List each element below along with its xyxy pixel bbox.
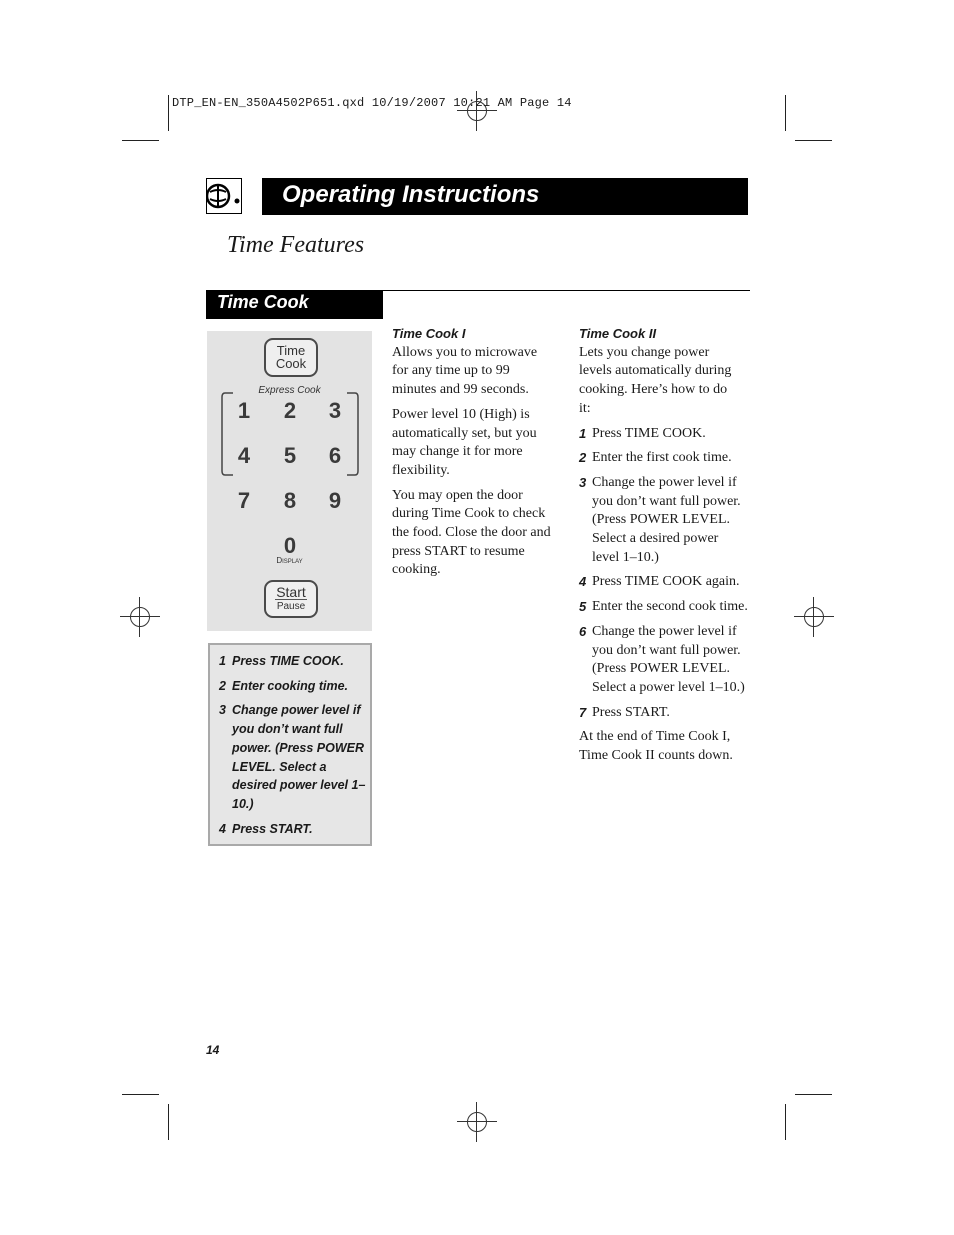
file-slug: DTP_EN-EN_350A4502P651.qxd 10/19/2007 10:21 AM Page 14	[172, 96, 572, 110]
digit-key-6: 6	[328, 443, 342, 468]
header-bar	[262, 178, 748, 215]
paragraph: At the end of Time Cook I, Time Cook II counts down.	[579, 729, 733, 764]
step-number: 7	[579, 704, 587, 720]
digit-key-5: 5	[283, 443, 297, 468]
start-pause-key	[264, 580, 318, 618]
step-text: Press START.	[592, 704, 670, 720]
digit-key-3: 3	[328, 398, 342, 423]
step-item	[579, 425, 749, 444]
quick-step	[219, 677, 366, 696]
step-text: Change the power level if you don’t want full power. (Press POWER LEVEL. Select a desired power level 1–10.)	[592, 474, 741, 565]
quick-steps-box	[208, 643, 372, 846]
step-number: 3	[579, 474, 587, 490]
digit-key-9: 9	[328, 488, 342, 513]
registration-mark-icon	[120, 597, 160, 637]
paragraph: Allows you to microwave for any time up to 99 minutes and 99 seconds.	[392, 344, 538, 398]
paragraph: You may open the door during Time Cook to check the food. Close the door and press START to resume cooking.	[392, 487, 551, 578]
step-text: Change power level if you don’t want full power. (Press POWER LEVEL. Select a desired power level 1–10.)	[232, 703, 366, 811]
subsection-tab	[206, 291, 383, 319]
step-item	[579, 598, 749, 617]
time-cook-key-line2: Cook	[275, 356, 307, 371]
start-key-label: Start	[276, 584, 306, 600]
step-number: 6	[579, 623, 587, 639]
step-number: 2	[219, 678, 226, 693]
keypad-illustration	[207, 331, 372, 631]
crop-mark	[795, 1094, 832, 1095]
digit-key-7: 7	[237, 488, 251, 513]
paragraph: Power level 10 (High) is automatically set, but you may change it for more flexibility.	[392, 406, 537, 478]
express-cook-label: Express Cook	[258, 385, 321, 396]
step-text: Press TIME COOK.	[592, 425, 706, 441]
step-number: 4	[579, 574, 587, 590]
page-number: 14	[206, 1043, 220, 1057]
step-text: Press TIME COOK.	[232, 654, 344, 668]
crop-mark	[795, 140, 832, 141]
quick-step	[219, 652, 366, 671]
pause-key-label: Pause	[276, 601, 306, 612]
step-item	[579, 474, 749, 568]
step-number: 2	[579, 450, 587, 466]
time-cook-2-column	[579, 325, 749, 772]
registration-mark-icon	[457, 1102, 497, 1142]
step-text: Press TIME COOK again.	[592, 574, 740, 590]
digit-key-1: 1	[237, 398, 251, 423]
registration-mark-icon	[794, 597, 834, 637]
step-number: 3	[219, 703, 226, 718]
step-item	[579, 704, 749, 723]
crop-mark	[122, 1094, 159, 1095]
section-title: Time Features	[227, 232, 365, 258]
time-cook-key-line1: Time	[276, 343, 306, 358]
digit-key-2: 2	[283, 398, 297, 423]
digit-key-0: 0	[283, 533, 297, 558]
crop-mark	[168, 95, 169, 131]
crop-mark	[122, 140, 159, 141]
step-text: Enter the second cook time.	[592, 599, 748, 615]
paragraph: Lets you change power levels automatically during cooking. Here’s how to do it:	[579, 344, 732, 416]
step-number: 1	[579, 425, 587, 441]
step-item	[579, 573, 749, 592]
step-number: 5	[579, 599, 587, 615]
quick-step	[219, 701, 366, 813]
time-cook-1-column	[392, 325, 554, 586]
display-label: Display	[276, 556, 303, 565]
step-text: Enter cooking time.	[232, 678, 348, 693]
ge-monogram-icon	[206, 178, 242, 214]
crop-mark	[785, 95, 786, 131]
digit-key-4: 4	[237, 443, 251, 468]
header-title: Operating Instructions	[282, 181, 540, 208]
time-cook-2-heading: Time Cook II	[579, 326, 657, 341]
crop-mark	[785, 1104, 786, 1140]
step-text: Change the power level if you don’t want full power. (Press POWER LEVEL. Select a power level 1–10.)	[592, 623, 745, 695]
step-item	[579, 449, 749, 468]
step-item	[579, 623, 749, 698]
step-text: Press START.	[232, 821, 313, 836]
quick-step	[219, 820, 366, 839]
subsection-title: Time Cook	[217, 292, 309, 312]
step-number: 4	[219, 821, 226, 836]
digit-key-8: 8	[283, 488, 297, 513]
step-text: Enter the first cook time.	[592, 450, 732, 466]
time-cook-key	[264, 338, 318, 377]
time-cook-1-heading: Time Cook I	[392, 326, 466, 341]
crop-mark	[168, 1104, 169, 1140]
step-number: 1	[219, 654, 226, 668]
